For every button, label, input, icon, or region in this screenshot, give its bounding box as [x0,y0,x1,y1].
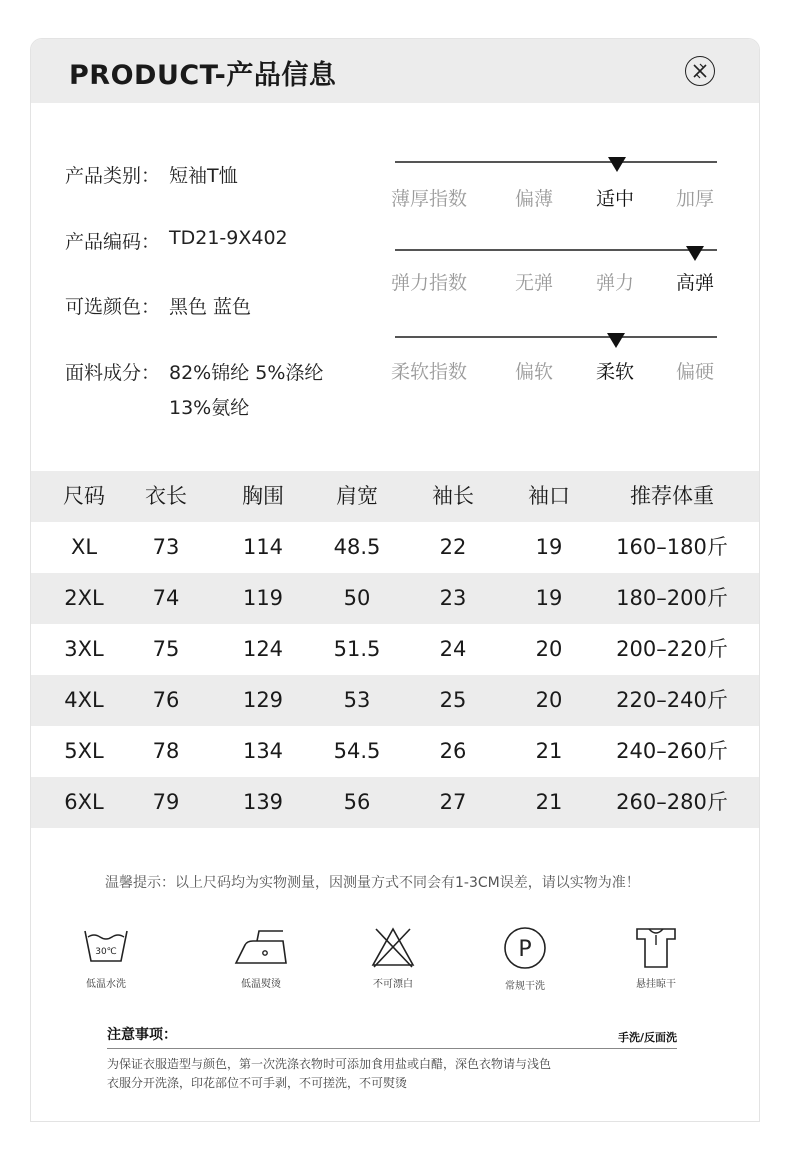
wash-temp-label: 30℃ [95,947,117,957]
category-label: 产品类别： [65,165,161,187]
care-item-bleach [348,925,438,990]
table-header: 胸围 [242,484,284,508]
table-header: 袖长 [432,484,474,508]
table-cell: 6XL [64,790,104,814]
table-cell: 139 [242,790,284,814]
table-cell: 21 [535,790,563,814]
close-button[interactable] [685,56,715,86]
table-cell: 180–200斤 [616,586,728,610]
table-cell: 19 [535,586,563,610]
table-header: 推荐体重 [630,484,714,508]
thickness-scale-name: 薄厚指数 [391,188,468,210]
softness-marker-icon [607,333,625,348]
table-cell: 134 [242,739,284,763]
table-cell: 200–220斤 [616,637,728,661]
table-header: 衣长 [145,484,187,508]
fabric-value-line2: 13%氨纶 [169,397,250,419]
table-row [31,726,759,777]
thickness-option-medium: 适中 [596,188,635,210]
table-header: 尺码 [63,484,105,508]
table-cell: 2XL [64,586,104,610]
table-cell: 24 [439,637,467,661]
care-item-wash [61,925,151,990]
wash-30-icon [81,925,131,969]
elasticity-option-none: 无弹 [515,272,554,294]
table-cell: 75 [152,637,180,661]
table-cell: 56 [343,790,371,814]
color-label: 可选颜色： [65,296,161,318]
thickness-marker-icon [608,157,626,172]
header-bar [31,39,759,103]
table-cell: 20 [535,688,563,712]
softness-option-hard: 偏硬 [676,361,715,383]
table-row [31,777,759,828]
care-label-bleach: 不可漂白 [373,979,413,990]
measurement-tip: 温馨提示：以上尺码均为实物测量，因测量方式不同会有1-3CM误差，请以实物为准！ [105,875,640,891]
thickness-option-thick: 加厚 [676,188,715,210]
table-cell: 54.5 [333,739,381,763]
elasticity-option-stretch: 弹力 [596,272,635,294]
table-cell: 19 [535,535,563,559]
softness-option-softish: 偏软 [515,361,554,383]
elasticity-marker-icon [686,246,704,261]
table-cell: 74 [152,586,180,610]
table-cell: 26 [439,739,467,763]
softness-option-soft: 柔软 [596,361,635,383]
table-row [31,573,759,624]
care-item-iron [216,925,306,990]
table-cell: 22 [439,535,467,559]
table-cell: 79 [152,790,180,814]
table-cell: 50 [343,586,371,610]
table-cell: 119 [242,586,284,610]
fabric-label: 面料成分： [65,362,161,384]
table-cell: 5XL [64,739,104,763]
notes-text-line1: 为保证衣服造型与颜色，第一次洗涤衣物时可添加食用盐或白醋，深色衣物请与浅色 [107,1057,552,1071]
thickness-option-thin: 偏薄 [515,188,554,210]
care-item-hang [611,925,701,990]
notes-wash-method: 手洗/反面洗 [617,1031,677,1044]
care-item-dryclean [480,925,570,992]
table-cell: 53 [343,688,371,712]
table-cell: 73 [152,535,180,559]
notes-text-line2: 衣服分开洗涤，印花部位不可手剥，不可搓洗，不可熨烫 [107,1076,408,1090]
softness-scale-line [395,336,717,338]
table-cell: 48.5 [333,535,381,559]
table-cell: 260–280斤 [616,790,728,814]
dryclean-letter: P [518,937,532,962]
fabric-value: 82%锦纶 5%涤纶 [169,362,324,384]
close-icon [691,62,709,80]
table-cell: 76 [152,688,180,712]
dry-clean-p-icon [500,925,550,971]
table-cell: 160–180斤 [616,535,728,559]
table-cell: 3XL [64,637,104,661]
table-row [31,522,759,573]
table-cell: 129 [242,688,284,712]
code-value: TD21-9X402 [169,227,288,249]
table-cell: XL [70,535,98,559]
notes-divider [107,1048,677,1049]
no-bleach-icon [368,925,418,969]
product-info-card [30,38,760,1122]
elasticity-scale-line [395,249,717,251]
color-value: 黑色 蓝色 [169,296,252,318]
code-label: 产品编码： [65,231,161,253]
table-header: 袖口 [528,484,570,508]
table-cell: 4XL [64,688,104,712]
table-cell: 240–260斤 [616,739,728,763]
elasticity-scale-name: 弹力指数 [391,272,468,294]
table-cell: 20 [535,637,563,661]
care-label-hang: 悬挂晾干 [636,979,676,990]
table-row [31,624,759,675]
table-cell: 21 [535,739,563,763]
table-cell: 124 [242,637,284,661]
table-cell: 114 [242,535,284,559]
care-label-iron: 低温熨烫 [241,979,281,990]
table-header-row [31,471,759,522]
category-value: 短袖T恤 [169,165,238,187]
hang-dry-icon [631,925,681,969]
page-title: PRODUCT-产品信息 [69,60,337,91]
table-cell: 25 [439,688,467,712]
softness-scale-name: 柔软指数 [391,361,468,383]
thickness-scale-line [395,161,717,163]
care-label-wash: 低温水洗 [86,979,126,990]
table-cell: 78 [152,739,180,763]
table-cell: 220–240斤 [616,688,728,712]
care-label-dryclean: 常规干洗 [505,981,545,992]
table-cell: 23 [439,586,467,610]
elasticity-option-high: 高弹 [676,272,715,294]
notes-title: 注意事项： [107,1027,177,1043]
table-row [31,675,759,726]
low-iron-icon [233,925,289,969]
table-cell: 27 [439,790,467,814]
table-header: 肩宽 [336,484,378,508]
table-cell: 51.5 [333,637,381,661]
